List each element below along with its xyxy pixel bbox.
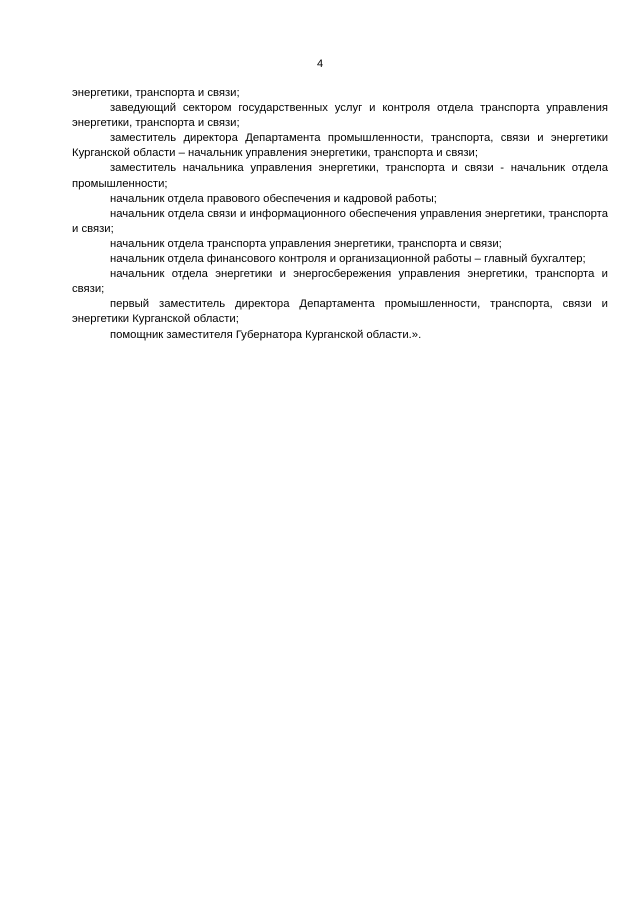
paragraph: помощник заместителя Губернатора Курганской области.». [110,328,422,341]
paragraph: начальник отдела транспорта управления энергетики, транспорта и связи; [110,237,502,250]
document-body [72,86,608,343]
paragraph: первый заместитель директора Департамента промышленности, транспорта, связи и энергетики Курганской области; [72,298,608,326]
paragraph: заместитель директора Департамента промышленности, транспорта, связи и энергетики Курганской области – начальник управления энергетики, транспорта и связи; [72,132,608,160]
paragraph: начальник отдела энергетики и энергосбережения управления энергетики, транспорта и связи; [72,268,608,296]
paragraph: заместитель начальника управления энергетики, транспорта и связи - начальник отдела промышленности; [72,162,608,190]
paragraph: заведующий сектором государственных услуг и контроля отдела транспорта управления энергетики, транспорта и связи; [72,102,608,130]
paragraph: начальник отдела правового обеспечения и кадровой работы; [110,192,437,205]
paragraph: энергетики, транспорта и связи; [72,87,240,99]
page-number: 4 [316,58,324,70]
paragraph: начальник отдела финансового контроля и организационной работы – главный бухгалтер; [110,253,586,266]
paragraph: начальник отдела связи и информационного обеспечения управления энергетики, транспорта и связи; [72,207,608,235]
